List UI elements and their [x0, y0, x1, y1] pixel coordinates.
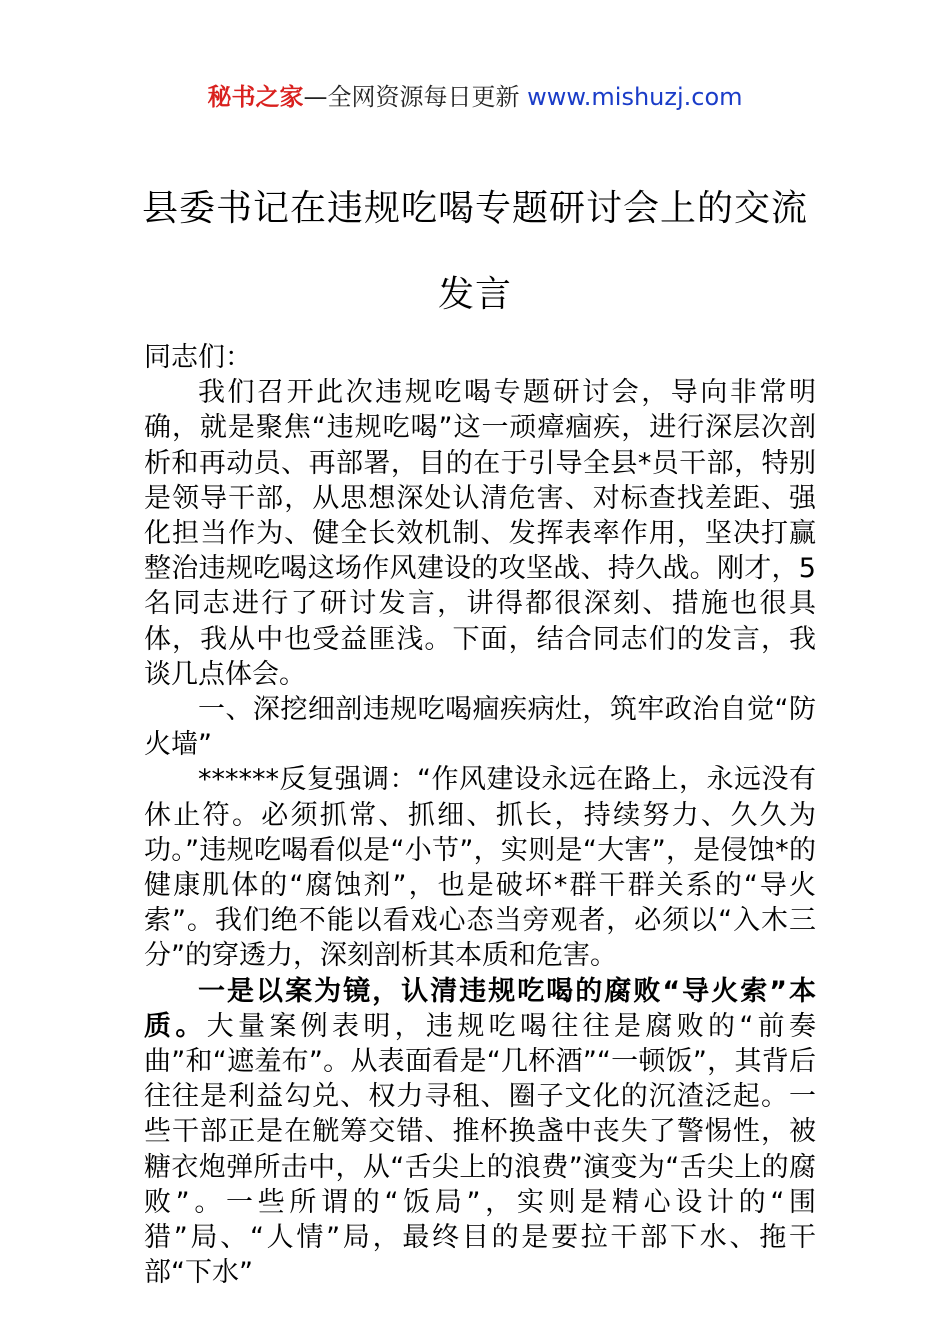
site-brand: 秘书之家: [207, 83, 304, 111]
site-url-link[interactable]: www.mishuzj.com: [527, 83, 743, 111]
site-tagline: —全网资源每日更新: [303, 83, 528, 111]
site-header: [0, 80, 950, 114]
point-1-text: 大量案例表明，违规吃喝往往是腐败的“前奏曲”和“遮羞布”。从表面看是“几杯酒”“一顿饭”，其背后往往是利益勾兑、权力寻租、圈子文化的沉渣泛起。一些干部正是在觥筹交错、推杯换盏中丧失了警惕性，被糖衣炮弹所击中，从“舌尖上的浪费”演变为“舌尖上的腐败”。一些所谓的“饭局”，实则是精心设计的“围猎”局、“人情”局，最终目的是要拉干部下水、拖干部“下水”: [144, 1010, 816, 1289]
point-1-heading: 一是以案为镜，认清违规吃喝的腐败“导火索”本质。: [144, 975, 816, 1042]
document-title: [100, 166, 850, 338]
paragraph-intro: 我们召开此次违规吃喝专题研讨会，导向非常明确，就是聚焦“违规吃喝”这一顽瘴痼疾，进行深层次剖析和再动员、再部署，目的在于引导全县*员干部，特别是领导干部，从思想深处认清危害、对标查找差距、强化担当作为、健全长效机制、发挥表率作用，坚决打赢整治违规吃喝这场作风建设的攻坚战、持久战。刚才，5名同志进行了研讨发言，讲得都很深刻、措施也很具体，我从中也受益匪浅。下面，结合同志们的发言，我谈几点体会。: [144, 377, 816, 690]
paragraph-quote: ******反复强调：“作风建设永远在路上，永远没有休止符。必须抓常、抓细、抓长，持续努力、久久为功。”违规吃喝看似是“小节”，实则是“大害”，是侵蚀*的健康肌体的“腐蚀剂”，也是破坏*群干群关系的“导火索”。我们绝不能以看戏心态当旁观者，必须以“入木三分”的穿透力，深刻剖析其本质和危害。: [144, 764, 816, 972]
document-title-line1: 县委书记在违规吃喝专题研讨会上的交流: [141, 188, 808, 229]
paragraph-point-1: [144, 974, 816, 1291]
document-title-line2: 发言: [437, 274, 512, 315]
section-heading-1: 一、深挖细剖违规吃喝痼疾病灶，筑牢政治自觉“防火墙”: [144, 694, 816, 761]
document-body: [144, 340, 816, 1290]
salutation: 同志们：: [144, 342, 252, 373]
